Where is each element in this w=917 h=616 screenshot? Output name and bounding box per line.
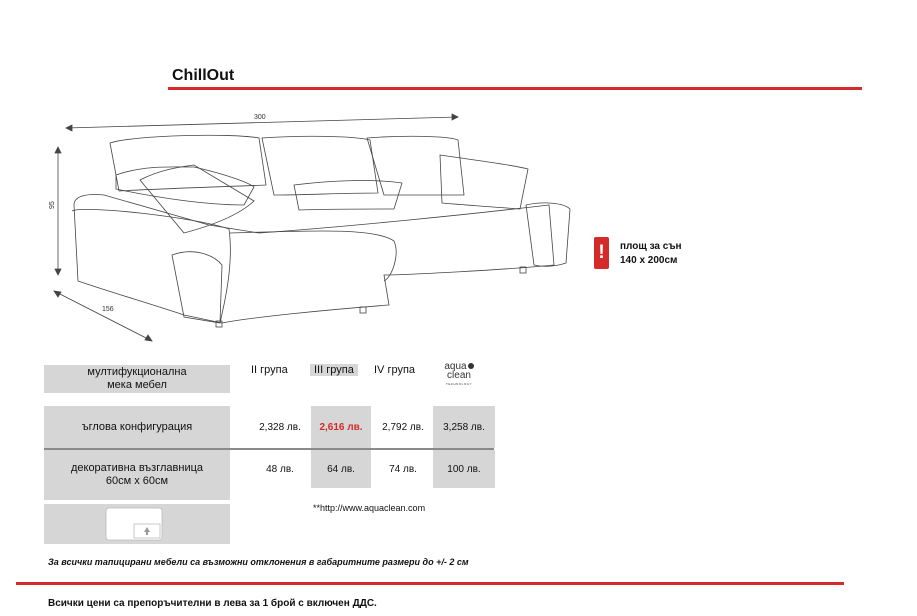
row-decor-pillow-label-line2: 60см x 60см [105, 475, 169, 487]
row-decor-pillow-label-line1: декоративна възглавница [70, 462, 204, 474]
pillow-icon [44, 504, 230, 544]
size-disclaimer: За всички тапицирани мебели са възможни отклонения в габаритните размери до +/- 2 см [48, 557, 469, 567]
header-group-4: IV група [374, 364, 416, 376]
header-group-2: II група [251, 364, 288, 376]
row-decor-pillow-label [44, 450, 230, 500]
sleep-area-note [620, 240, 682, 268]
header-group-3: III група [310, 364, 358, 376]
aquaclean-logo-line1: aqua [444, 361, 467, 372]
depth-dimension-label: 156 [102, 306, 114, 313]
height-dimension-label: 95 [49, 201, 56, 209]
prices-note: Всички цени са препоръчителни в лева за 1 брой с включен ДДС. [48, 598, 377, 609]
table-title-line2: мека мебел [107, 379, 167, 391]
footer-divider [16, 582, 844, 585]
product-title: ChillOut [172, 67, 235, 84]
aquaclean-logo [438, 362, 480, 388]
row-corner-config-price-3: 2,616 лв. [311, 406, 371, 448]
row-decor-pillow-price-3: 64 лв. [311, 450, 371, 488]
pillow-illustration-cell [44, 504, 230, 544]
row-decor-pillow-price-2: 48 лв. [266, 463, 294, 475]
row-decor-pillow-price-4: 74 лв. [389, 463, 417, 475]
row-decor-pillow-price-aquaclean: 100 лв. [433, 450, 495, 488]
row-corner-config-price-4: 2,792 лв. [382, 421, 424, 433]
row-corner-config-price-2: 2,328 лв. [259, 421, 301, 433]
sleep-area-line2: 140 x 200см [620, 255, 678, 266]
exclamation-icon: ! [594, 237, 609, 269]
row-corner-config-label: ъглова конфигурация [44, 406, 230, 448]
row-corner-config-price-aquaclean: 3,258 лв. [433, 406, 495, 448]
sleep-area-line1: площ за сън [620, 241, 682, 252]
aquaclean-logo-line3: TECHNOLOGY [445, 382, 472, 386]
sofa-dimension-drawing [44, 105, 584, 345]
title-divider [168, 87, 862, 90]
width-dimension-label: 300 [254, 114, 266, 121]
table-title-line1: мултифукционална [87, 366, 187, 378]
aquaclean-logo-line2: clean [447, 370, 471, 381]
table-title-cell [44, 365, 230, 393]
aquaclean-footnote: **http://www.aquaclean.com [313, 503, 426, 513]
